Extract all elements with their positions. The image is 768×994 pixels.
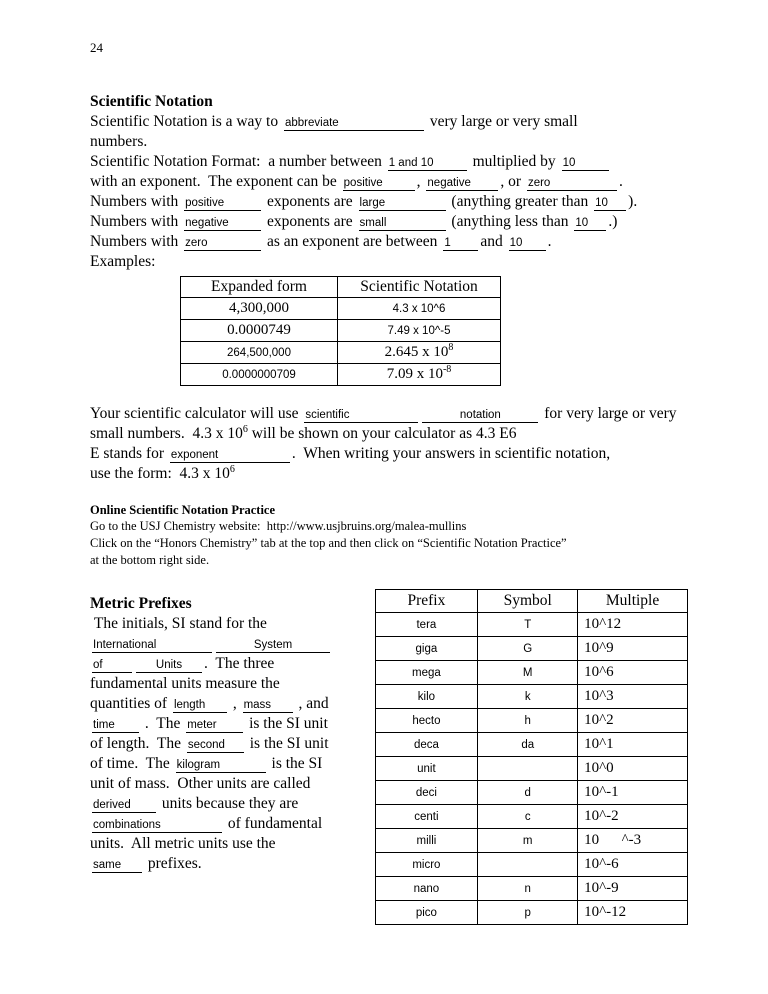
text-run: 10^2 — [584, 712, 614, 728]
text-run: as an exponent are between — [263, 233, 442, 250]
typed-answer: k — [524, 691, 531, 703]
filled-blank: kilogram — [176, 758, 266, 773]
text-run: 7.09 x 10 — [386, 366, 443, 382]
table-cell — [375, 637, 478, 661]
text-run: very large or very small — [426, 113, 578, 130]
table-cell — [338, 342, 501, 364]
text-run: 10^6 — [584, 664, 614, 680]
prefix-table-body — [375, 613, 687, 925]
filled-blank: large — [359, 196, 446, 211]
table-cell — [181, 298, 338, 320]
text-line — [90, 654, 375, 674]
text-line — [90, 464, 688, 484]
text-line — [90, 854, 375, 874]
table-cell — [375, 757, 478, 781]
typed-answer: c — [524, 811, 531, 823]
text-line — [90, 634, 375, 654]
text-line — [90, 794, 375, 814]
text-run: . When writing your answers in scientific notation, — [291, 445, 611, 462]
text-run: of length. The — [90, 735, 185, 752]
text-run: 10 ^-3 — [584, 832, 642, 848]
typed-answer: M — [522, 667, 533, 679]
online-practice-text — [90, 518, 688, 569]
filled-blank: International — [92, 638, 212, 653]
table-row — [375, 901, 687, 925]
filled-blank: abbreviate — [284, 116, 424, 131]
table-row — [375, 853, 687, 877]
table-cell — [578, 829, 688, 853]
examples-table — [180, 276, 501, 386]
table-cell — [478, 709, 578, 733]
text-line — [90, 232, 688, 252]
text-run: units because they are — [158, 795, 299, 812]
text-run: Click on the “Honors Chemistry” tab at the top and then click on “Scientific Notation Practice” — [90, 536, 567, 550]
table-cell — [375, 685, 478, 709]
table-cell — [578, 709, 688, 733]
examples-header-row — [181, 277, 501, 298]
typed-answer: 7.49 x 10^-5 — [387, 325, 451, 337]
filled-blank: positive — [184, 196, 261, 211]
text-run: units. All metric units use the — [90, 835, 276, 852]
table-row — [375, 613, 687, 637]
text-run: (anything greater than — [447, 193, 593, 210]
typed-answer: unit — [417, 763, 436, 775]
typed-answer: milli — [416, 835, 437, 847]
typed-answer: p — [524, 907, 531, 919]
text-run: Your scientific calculator will use — [90, 405, 303, 422]
text-run: exponents are — [263, 213, 357, 230]
typed-answer: m — [522, 835, 533, 847]
table-row — [181, 320, 501, 342]
text-run: , or — [500, 173, 525, 190]
text-line — [90, 252, 688, 272]
table-cell — [578, 877, 688, 901]
filled-blank: small — [359, 216, 446, 231]
filled-blank: zero — [527, 176, 617, 191]
typed-answer: 4.3 x 10^6 — [392, 303, 446, 315]
table-cell — [375, 733, 478, 757]
table-cell — [375, 781, 478, 805]
text-run: use the form: 4.3 x 10 — [90, 465, 230, 482]
table-cell — [578, 901, 688, 925]
filled-blank: length — [173, 698, 227, 713]
typed-answer: giga — [415, 643, 438, 655]
filled-blank: of — [92, 658, 132, 673]
text-line — [90, 614, 375, 634]
filled-blank: time — [92, 718, 139, 733]
table-row — [375, 877, 687, 901]
table-cell — [375, 877, 478, 901]
text-run: small numbers. 4.3 x 10 — [90, 425, 243, 442]
text-line — [90, 444, 688, 464]
filled-blank: negative — [426, 176, 498, 191]
table-cell — [375, 661, 478, 685]
table-cell — [181, 342, 338, 364]
filled-blank: positive — [343, 176, 415, 191]
table-cell — [478, 805, 578, 829]
table-cell — [478, 781, 578, 805]
text-run: 2.645 x 10 — [384, 344, 449, 360]
superscript: 6 — [242, 423, 248, 435]
table-cell — [375, 853, 478, 877]
table-cell — [478, 901, 578, 925]
text-run: Scientific Notation is a way to — [90, 113, 282, 130]
table-row — [181, 364, 501, 386]
filled-blank: 10 — [574, 216, 606, 231]
typed-answer: 264,500,000 — [227, 347, 291, 359]
table-cell — [478, 877, 578, 901]
text-line — [90, 518, 688, 535]
text-run: 10^1 — [584, 736, 614, 752]
text-run: is the SI unit — [245, 735, 329, 752]
text-run: for very large or very — [540, 405, 677, 422]
text-run: numbers. — [90, 133, 148, 150]
text-run: E stands for — [90, 445, 168, 462]
filled-blank: scientific — [304, 408, 418, 423]
text-run: , — [416, 173, 425, 190]
table-cell — [478, 757, 578, 781]
text-run: ). — [628, 193, 638, 210]
text-run: Scientific Notation Format: a number between — [90, 153, 386, 170]
text-run: The initials, SI stand for the — [90, 615, 267, 632]
text-run: , and — [294, 695, 329, 712]
typed-answer: mega — [412, 667, 441, 679]
text-line — [90, 754, 375, 774]
filled-blank: notation — [422, 408, 538, 423]
typed-answer: kilo — [417, 691, 436, 703]
typed-answer: h — [524, 715, 531, 727]
typed-answer: 0.0000000709 — [222, 369, 296, 381]
filled-blank: 1 — [443, 236, 478, 251]
text-run: 10^3 — [584, 688, 614, 704]
text-run: with an exponent. The exponent can be — [90, 173, 341, 190]
table-cell — [578, 805, 688, 829]
typed-answer: deci — [415, 787, 437, 799]
superscript: 6 — [229, 463, 235, 475]
table-cell — [375, 709, 478, 733]
text-run: 10^-2 — [584, 808, 619, 824]
text-run: Numbers with — [90, 213, 183, 230]
prefix-col-prefix: Prefix — [375, 590, 478, 613]
filled-blank: 10 — [509, 236, 546, 251]
prefix-col-symbol: Symbol — [478, 590, 578, 613]
table-cell — [578, 613, 688, 637]
calculator-paragraph — [90, 404, 688, 484]
table-cell — [375, 901, 478, 925]
text-line — [90, 714, 375, 734]
filled-blank: exponent — [170, 448, 290, 463]
typed-answer: micro — [412, 859, 441, 871]
prefix-col-multiple: Multiple — [578, 590, 688, 613]
examples-col-scientific-notation: Scientific Notation — [338, 277, 501, 298]
text-run: is the SI — [267, 755, 323, 772]
examples-col-expanded-form: Expanded form — [181, 277, 338, 298]
text-run: Numbers with — [90, 193, 183, 210]
table-cell — [578, 781, 688, 805]
text-run: and — [480, 233, 507, 250]
superscript: -8 — [442, 364, 452, 375]
text-run: 10^9 — [584, 640, 614, 656]
table-cell — [478, 637, 578, 661]
table-cell — [375, 805, 478, 829]
table-row — [375, 661, 687, 685]
table-cell — [181, 320, 338, 342]
table-cell — [578, 637, 688, 661]
text-run: . — [547, 233, 552, 250]
text-run: 10^-12 — [584, 904, 627, 920]
table-cell — [338, 364, 501, 386]
text-run: Examples: — [90, 253, 156, 270]
table-cell — [478, 733, 578, 757]
text-line — [90, 172, 688, 192]
filled-blank: negative — [184, 216, 261, 231]
scientific-notation-text — [90, 112, 688, 272]
table-cell — [338, 320, 501, 342]
table-cell — [578, 853, 688, 877]
scientific-notation-heading: Scientific Notation — [90, 93, 213, 110]
text-run: exponents are — [263, 193, 357, 210]
text-line — [90, 424, 688, 444]
table-cell — [578, 733, 688, 757]
table-row — [375, 757, 687, 781]
filled-blank: derived — [92, 798, 156, 813]
filled-blank: meter — [186, 718, 243, 733]
metric-prefixes-column — [90, 589, 375, 874]
table-cell — [478, 853, 578, 877]
text-run: 10^12 — [584, 616, 622, 632]
table-cell — [478, 685, 578, 709]
filled-blank: 10 — [562, 156, 609, 171]
text-line — [90, 814, 375, 834]
text-line — [90, 734, 375, 754]
text-run: .) — [608, 213, 618, 230]
text-run: prefixes. — [144, 855, 202, 872]
table-cell — [578, 661, 688, 685]
filled-blank: 10 — [594, 196, 626, 211]
typed-answer: d — [524, 787, 531, 799]
table-cell — [338, 298, 501, 320]
text-run: quantities of — [90, 695, 171, 712]
text-run: . The three — [204, 655, 275, 672]
text-run: 10^-6 — [584, 856, 619, 872]
page-number: 24 — [90, 40, 103, 55]
text-run: will be shown on your calculator as 4.3 E6 — [247, 425, 517, 442]
filled-blank: 1 and 10 — [388, 156, 467, 171]
table-cell — [478, 661, 578, 685]
examples-table-body — [181, 298, 501, 386]
table-row — [375, 709, 687, 733]
superscript: 8 — [448, 342, 454, 353]
text-line — [90, 774, 375, 794]
text-line — [90, 694, 375, 714]
table-row — [375, 805, 687, 829]
filled-blank: zero — [184, 236, 261, 251]
table-row — [375, 781, 687, 805]
text-run: 0.0000749 — [227, 322, 291, 338]
text-run: 10^0 — [584, 760, 614, 776]
filled-blank: same — [92, 858, 142, 873]
text-run: at the bottom right side. — [90, 553, 210, 567]
metric-prefixes-heading: Metric Prefixes — [90, 595, 192, 612]
typed-answer: n — [524, 883, 531, 895]
table-row — [181, 342, 501, 364]
table-cell — [375, 613, 478, 637]
text-line — [90, 212, 688, 232]
text-run: 4,300,000 — [229, 300, 289, 316]
online-practice-heading: Online Scientific Notation Practice — [90, 503, 276, 517]
table-row — [375, 685, 687, 709]
typed-answer: da — [521, 739, 535, 751]
typed-answer: pico — [415, 907, 437, 919]
text-run: . — [618, 173, 623, 190]
metric-prefixes-section — [90, 589, 688, 925]
text-run: of fundamental — [224, 815, 323, 832]
text-line — [90, 192, 688, 212]
typed-answer: G — [523, 643, 533, 655]
metric-prefixes-text — [90, 614, 375, 874]
typed-answer: nano — [413, 883, 440, 895]
text-line — [90, 404, 688, 424]
typed-answer: tera — [416, 619, 437, 631]
table-cell — [181, 364, 338, 386]
text-line — [90, 152, 688, 172]
filled-blank: second — [187, 738, 244, 753]
text-run: multiplied by — [468, 153, 560, 170]
table-cell — [375, 829, 478, 853]
table-row — [375, 637, 687, 661]
text-run: . The — [141, 715, 185, 732]
typed-answer: centi — [414, 811, 439, 823]
typed-answer: deca — [413, 739, 439, 751]
text-run: (anything less than — [447, 213, 573, 230]
text-line — [90, 132, 688, 152]
filled-blank: System — [216, 638, 330, 653]
text-run: unit of mass. Other units are called — [90, 775, 311, 792]
typed-answer: T — [524, 619, 532, 631]
filled-blank: mass — [243, 698, 293, 713]
table-cell — [478, 829, 578, 853]
text-line — [90, 674, 375, 694]
table-row — [375, 829, 687, 853]
text-line — [90, 112, 688, 132]
text-run: is the SI unit — [245, 715, 328, 732]
prefix-table — [375, 589, 688, 925]
text-run: of time. The — [90, 755, 174, 772]
table-cell — [478, 613, 578, 637]
filled-blank: Units — [136, 658, 202, 673]
text-run: fundamental units measure the — [90, 675, 280, 692]
filled-blank: combinations — [92, 818, 222, 833]
text-run: 10^-9 — [584, 880, 619, 896]
typed-answer: hecto — [412, 715, 441, 727]
table-row — [181, 298, 501, 320]
text-line — [90, 535, 688, 552]
table-cell — [578, 757, 688, 781]
text-run: Numbers with — [90, 233, 183, 250]
text-run: 10^-1 — [584, 784, 619, 800]
table-cell — [578, 685, 688, 709]
text-line — [90, 834, 375, 854]
table-row — [375, 733, 687, 757]
text-line — [90, 552, 688, 569]
text-run: , — [228, 695, 241, 712]
text-run: Go to the USJ Chemistry website: http://www.usjbruins.org/malea-mullins — [90, 519, 467, 533]
prefix-header-row — [375, 590, 687, 613]
